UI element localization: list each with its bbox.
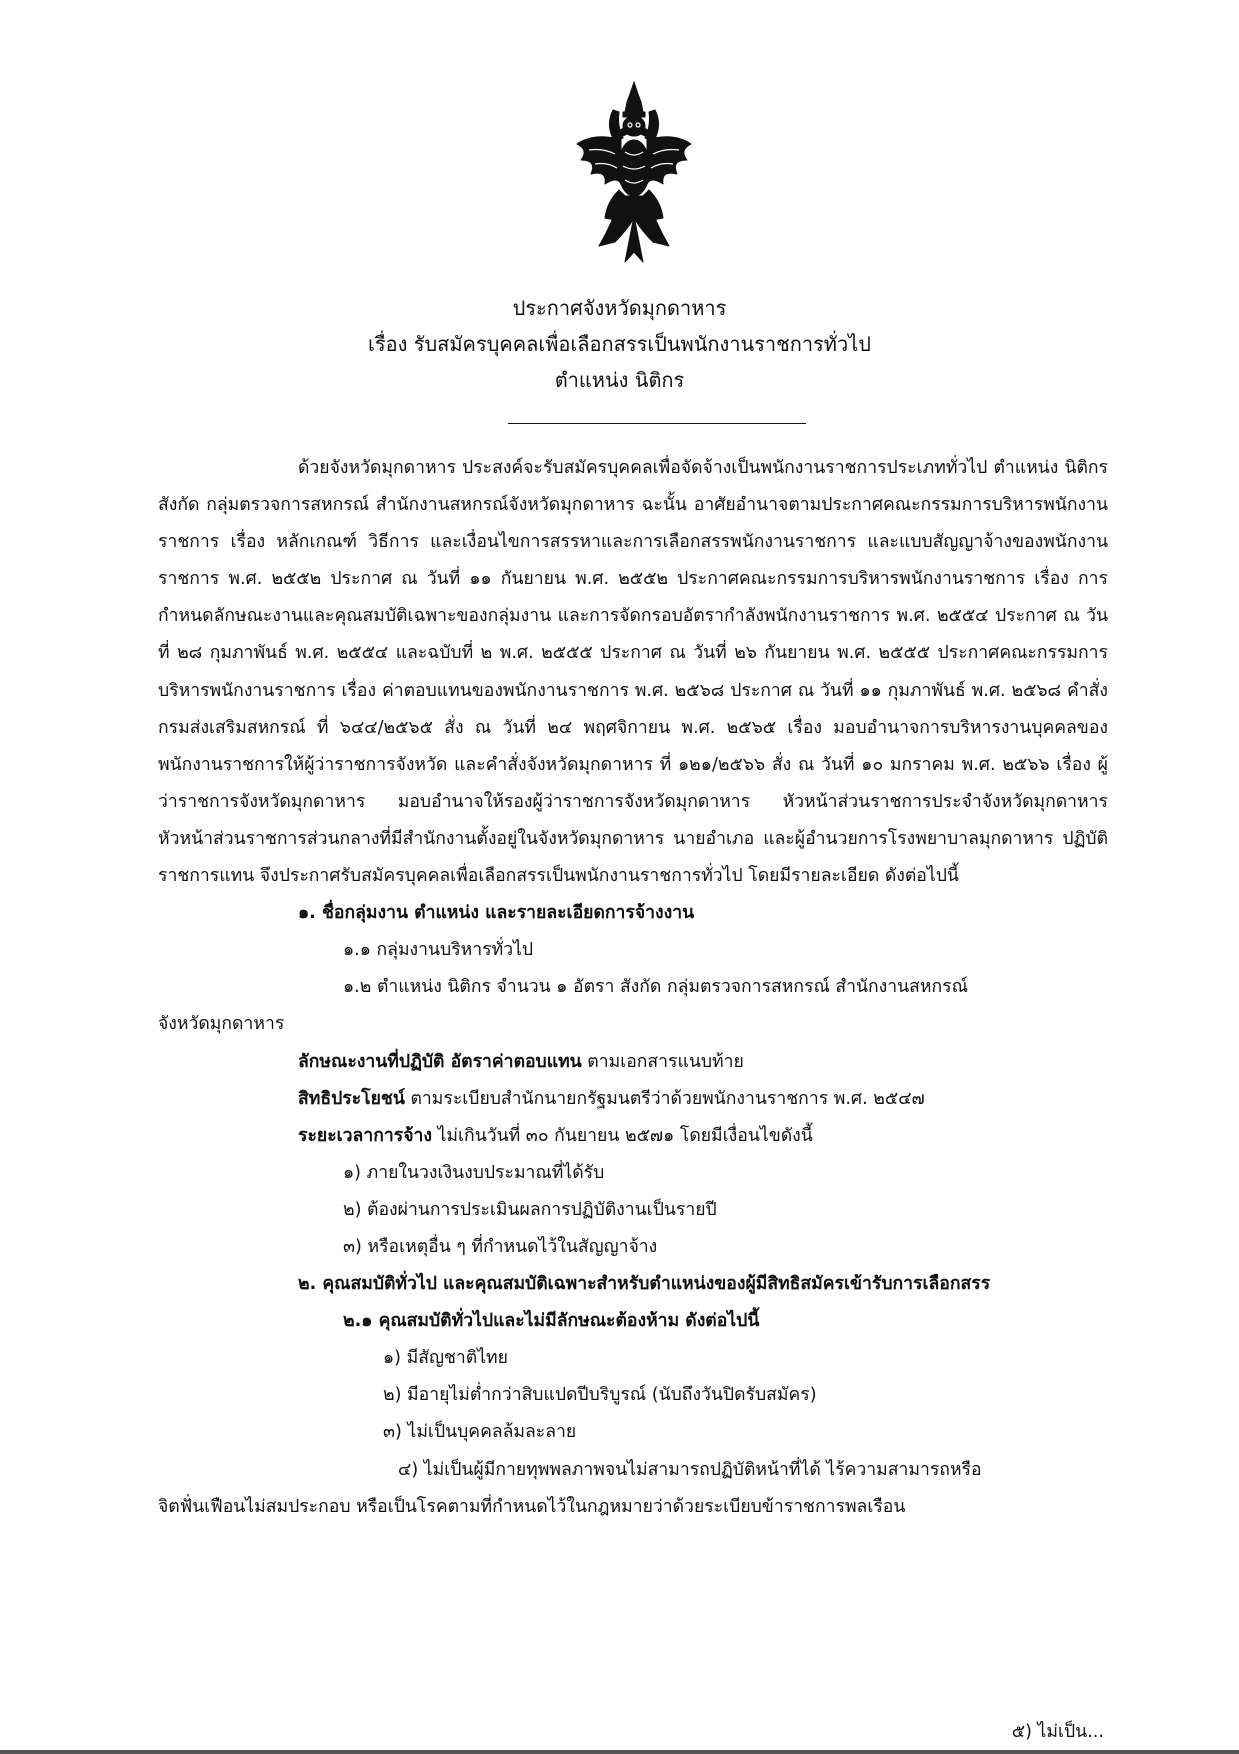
duty-line bbox=[158, 1044, 1108, 1081]
section-2-1: ๒.๑ คุณสมบัติทั่วไปและไม่มีลักษณะต้องห้าม ดังต่อไปนี้ bbox=[343, 1311, 760, 1332]
section-1-1: ๑.๑ กลุ่มงานบริหารทั่วไป bbox=[343, 940, 534, 961]
section-1-heading: ๑. ชื่อกลุ่มงาน ตำแหน่ง และรายละเอียดการจ้างงาน bbox=[298, 903, 695, 924]
period-label: ระยะเวลาการจ้าง bbox=[298, 1125, 432, 1146]
qualification-4: ๔) ไม่เป็นผู้มีกายทุพพลภาพจนไม่สามารถปฏิบัติหน้าที่ได้ ไร้ความสามารถหรือ bbox=[398, 1459, 982, 1480]
announcement-subject: เรื่อง รับสมัครบุคคลเพื่อเลือกสรรเป็นพนักงานราชการทั่วไป bbox=[368, 332, 871, 356]
intro-paragraph: ด้วยจังหวัดมุกดาหาร ประสงค์จะรับสมัครบุคคลเพื่อจัดจ้างเป็นพนักงานราชการประเภททั่วไป ตำแหน่ง นิติกร สังกัด กลุ่มตรวจการสหกรณ์ สำนักงานสหกรณ์จังหวัดมุกดาหาร ฉะนั้น อาศัยอำนาจตามประกาศคณะกรรมการบริหารพนักงานราชการ เรื่อง หลักเกณฑ์ วิธีการ และเงื่อนไขการสรรหาและการเลือกสรรพนักงานราชการ และแบบสัญญาจ้างของพนักงานราชการ พ.ศ. ๒๕๕๒ ประกาศ ณ วันที่ ๑๑ กันยายน พ.ศ. ๒๕๕๒ ประกาศคณะกรรมการบริหารพนักงานราชการ เรื่อง การกำหนดลักษณะงานและคุณสมบัติเฉพาะของกลุ่มงาน และการจัดกรอบอัตรากำลังพนักงานราชการ พ.ศ. ๒๕๕๔ ประกาศ ณ วันที่ ๒๘ กุมภาพันธ์ พ.ศ. ๒๕๕๔ และฉบับที่ ๒ พ.ศ. ๒๕๕๕ ประกาศ ณ วันที่ ๒๖ กันยายน พ.ศ. ๒๕๕๕ ประกาศคณะกรรมการบริหารพนักงานราชการ เรื่อง ค่าตอบแทนของพนักงานราชการ พ.ศ. ๒๕๖๘ ประกาศ ณ วันที่ ๑๑ กุมภาพันธ์ พ.ศ. ๒๕๖๘ คำสั่งกรมส่งเสริมสหกรณ์ ที่ ๖๔๔/๒๕๖๕ สั่ง ณ วันที่ ๒๔ พฤศจิกายน พ.ศ. ๒๕๖๕ เรื่อง มอบอำนาจการบริหารงานบุคคลของพนักงานราชการให้ผู้ว่าราชการจังหวัด และคำสั่งจังหวัดมุกดาหาร ที่ ๑๒๑/๒๕๖๖ สั่ง ณ วันที่ ๑๐ มกราคม พ.ศ. ๒๕๖๖ เรื่อง ผู้ว่าราชการจังหวัดมุกดาหาร มอบอำนาจให้รองผู้ว่าราชการจังหวัดมุกดาหาร หัวหน้าส่วนราชการประจำจังหวัดมุกดาหาร หัวหน้าส่วนราชการส่วนกลางที่มีสำนักงานตั้งอยู่ในจังหวัดมุกดาหาร นายอำเภอ และผู้อำนวยการโรงพยาบาลมุกดาหาร ปฏิบัติราชการแทน จึงประกาศรับสมัครบุคคลเพื่อเลือกสรรเป็นพนักงานราชการทั่วไป โดยมีรายละเอียด ดังต่อไปนี้ bbox=[158, 458, 1108, 887]
section-1-2: ๑.๒ ตำแหน่ง นิติกร จำนวน ๑ อัตรา สังกัด กลุ่มตรวจการสหกรณ์ สำนักงานสหกรณ์ bbox=[343, 977, 968, 998]
title-divider bbox=[508, 423, 806, 424]
section-2-heading: ๒. คุณสมบัติทั่วไป และคุณสมบัติเฉพาะสำหรับตำแหน่งของผู้มีสิทธิสมัครเข้ารับการเลือกสรร bbox=[298, 1274, 991, 1295]
garuda-emblem-icon bbox=[575, 80, 693, 265]
condition-3: ๓) หรือเหตุอื่น ๆ ที่กำหนดไว้ในสัญญาจ้าง bbox=[343, 1236, 658, 1257]
section-1-2-continued: จังหวัดมุกดาหาร bbox=[158, 1014, 285, 1035]
qualification-1: ๑) มีสัญชาติไทย bbox=[383, 1348, 508, 1369]
announcement-position: ตำแหน่ง นิติกร bbox=[554, 368, 685, 392]
qualification-3: ๓) ไม่เป็นบุคคลล้มละลาย bbox=[383, 1422, 577, 1443]
duty-label: ลักษณะงานที่ปฏิบัติ อัตราค่าตอบแทน bbox=[298, 1051, 582, 1072]
document-body bbox=[158, 450, 1108, 1526]
condition-1: ๑) ภายในวงเงินงบประมาณที่ได้รับ bbox=[343, 1162, 605, 1183]
scan-bottom-edge bbox=[0, 1750, 1239, 1754]
condition-2: ๒) ต้องผ่านการประเมินผลการปฏิบัติงานเป็นรายปี bbox=[343, 1199, 717, 1220]
period-line bbox=[158, 1118, 1108, 1155]
announcement-title: ประกาศจังหวัดมุกดาหาร bbox=[512, 296, 727, 320]
continued-marker: ๕) ไม่เป็น... bbox=[1011, 1722, 1104, 1742]
qualification-2: ๒) มีอายุไม่ต่ำกว่าสิบแปดปีบริบูรณ์ (นับถึงวันปิดรับสมัคร) bbox=[383, 1385, 817, 1406]
qualification-4-continued: จิตฟั่นเฟือนไม่สมประกอบ หรือเป็นโรคตามที่กำหนดไว้ในกฎหมายว่าด้วยระเบียบข้าราชการพลเรือน bbox=[158, 1496, 906, 1517]
benefit-text: ตามระเบียบสำนักนายกรัฐมนตรีว่าด้วยพนักงานราชการ พ.ศ. ๒๕๔๗ bbox=[404, 1088, 925, 1109]
benefit-label: สิทธิประโยชน์ bbox=[298, 1088, 405, 1109]
duty-text: ตามเอกสารแนบท้าย bbox=[581, 1051, 744, 1072]
period-text: ไม่เกินวันที่ ๓๐ กันยายน ๒๕๗๑ โดยมีเงื่อนไขดังนี้ bbox=[431, 1125, 813, 1146]
benefit-line bbox=[158, 1081, 1108, 1118]
